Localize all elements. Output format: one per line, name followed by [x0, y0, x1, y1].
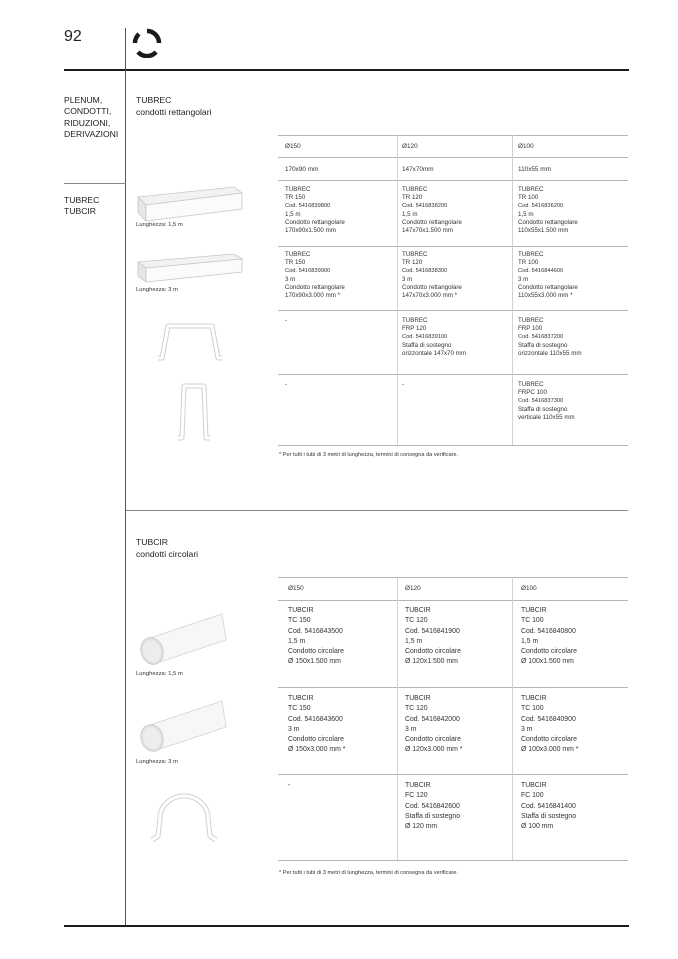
cell-code: Cod. 5416842600: [405, 802, 460, 810]
tubcir-table-rule: [278, 687, 628, 688]
rectangular-duct-3m-image: [134, 250, 246, 286]
tubrec-cell: [518, 317, 582, 358]
tubrec-length-label-2: Lunghezza: 3 m: [136, 287, 178, 293]
tubrec-footnote: * Per tutti i tubi di 3 metri di lunghezza, termini di consegna da verificare.: [279, 452, 459, 458]
cell-line: Condotto rettangolare: [285, 283, 345, 291]
tubrec-cell: [285, 317, 287, 325]
cell-line: TUBREC: [518, 186, 544, 193]
tubcir-column-rule: [512, 577, 513, 860]
cell-line: Condotto circolare: [405, 648, 461, 656]
cell-line: Ø 100x3.000 mm *: [521, 746, 579, 754]
cell-line: TUBCIR: [521, 607, 547, 614]
cell-code: Cod. 5416843600: [288, 715, 343, 723]
column-divider: [125, 28, 126, 925]
cell-code: Cod. 5416837300: [518, 398, 564, 405]
cell-code: Cod. 5416838300: [402, 268, 448, 275]
cell-code: Cod. 5416839800: [285, 203, 331, 210]
tubcir-cell: [288, 781, 290, 791]
cell-line: Staffa di sostegno: [518, 341, 568, 349]
cell-code: Cod. 5416842000: [405, 715, 460, 723]
cell-line: Condotto circolare: [521, 736, 577, 744]
tubcir-header-d120: Ø120: [405, 585, 421, 592]
circular-bracket-image: [146, 788, 222, 848]
cell-line: 147x70x1.500 mm: [402, 227, 453, 235]
tubrec-subtitle: condotti rettangolari: [136, 106, 212, 117]
cell-line: TUBCIR: [288, 607, 314, 614]
cell-code: Cod. 5416840900: [521, 715, 576, 723]
cell-line: 170x90x3.000 mm *: [285, 292, 341, 300]
tubrec-size-d150: 170x90 mm: [285, 166, 319, 173]
cell-line: TR 120: [402, 259, 423, 267]
brand-logo-icon: [132, 28, 162, 58]
cell-line: TUBREC: [285, 186, 311, 193]
tubcir-title: TUBCIR: [136, 537, 168, 547]
cell-line: TC 100: [521, 705, 544, 713]
tubrec-size-d100: 110x55 mm: [518, 166, 551, 173]
cell-line: FRP 100: [518, 325, 543, 333]
tubrec-cell: [518, 186, 578, 235]
tubcir-table-rule: [278, 774, 628, 775]
cell-line: TUBCIR: [521, 782, 547, 789]
cell-line: Condotto rettangolare: [285, 218, 345, 226]
cell-line: TR 120: [402, 194, 423, 202]
cell-line: TUBCIR: [405, 607, 431, 614]
cell-line: FC 120: [405, 792, 428, 800]
cell-line: verticale 110x55 mm: [518, 413, 575, 421]
cell-line: 1,5 m: [405, 637, 423, 645]
section-divider: [126, 510, 628, 511]
cell-code: Cod. 5416841900: [405, 627, 460, 635]
cell-line: 3 m: [405, 725, 417, 733]
tubcir-subtitle: condotti circolari: [136, 548, 199, 559]
cell-line: TC 120: [405, 617, 428, 625]
cell-line: TR 100: [518, 194, 539, 202]
cell-line: 1,5 m: [285, 210, 301, 218]
cell-line: FRPC 100: [518, 389, 547, 397]
tubrec-header-d100: Ø100: [518, 143, 534, 150]
tubcir-section-title: [136, 537, 198, 560]
tubrec-cell: [402, 381, 404, 389]
tubrec-cell: [402, 186, 462, 235]
tubrec-table-rule: [278, 246, 628, 247]
cell-line: TUBREC: [518, 381, 544, 388]
cell-line: TC 120: [405, 705, 428, 713]
tubrec-table-rule: [278, 157, 628, 158]
tubrec-cell: [285, 381, 287, 389]
tubrec-cell: [285, 186, 345, 235]
cell-line: 1,5 m: [521, 637, 539, 645]
tubcir-column-rule: [397, 577, 398, 860]
horizontal-bracket-image: [150, 318, 230, 364]
tubrec-cell: [402, 251, 462, 300]
footer-rule: [64, 925, 629, 927]
tubcir-cell: [405, 606, 461, 668]
cell-line: Ø 100x1.500 mm: [521, 658, 574, 666]
cell-line: Condotto circolare: [521, 648, 577, 656]
tubcir-length-label-2: Lunghezza: 3 m: [136, 759, 178, 765]
cell-line: Ø 150x1.500 mm: [288, 658, 341, 666]
sidebar-product-tubcir: TUBCIR: [64, 206, 96, 217]
tubcir-header-d100: Ø100: [521, 585, 537, 592]
cell-line: Staffa di sostegno: [405, 812, 461, 820]
cell-line: orizzontale 147x70 mm: [402, 349, 466, 357]
cell-line: Condotto rettangolare: [518, 218, 578, 226]
cell-line: -: [285, 381, 288, 388]
tubcir-cell: [288, 606, 344, 668]
tubcir-length-label-1: Lunghezza: 1,5 m: [136, 671, 183, 677]
sidebar-category-line: CONDOTTI,: [64, 106, 112, 117]
cell-code: Cod. 5416839100: [402, 334, 448, 341]
cell-line: TR 150: [285, 259, 306, 267]
sidebar-category-line: PLENUM,: [64, 95, 103, 105]
sidebar-divider: [64, 183, 126, 184]
cell-line: Ø 120x1.500 mm: [405, 658, 458, 666]
tubcir-cell: [405, 781, 460, 832]
tubrec-title: TUBREC: [136, 95, 172, 105]
cell-line: Ø 120x3.000 mm *: [405, 746, 463, 754]
cell-line: 1,5 m: [518, 210, 534, 218]
tubrec-cell: [518, 381, 575, 422]
cell-line: 1,5 m: [402, 210, 418, 218]
cell-line: 3 m: [521, 725, 533, 733]
cell-line: FC 100: [521, 792, 544, 800]
rectangular-duct-1-5m-image: [134, 183, 246, 225]
cell-line: Condotto rettangolare: [402, 283, 462, 291]
cell-code: Cod. 5416840800: [521, 627, 576, 635]
cell-code: Cod. 5416837200: [518, 334, 564, 341]
cell-line: Condotto rettangolare: [402, 218, 462, 226]
tubrec-section-title: [136, 95, 211, 118]
cell-code: Cod. 5416844600: [518, 268, 564, 275]
cell-line: TUBREC: [402, 251, 428, 258]
cell-line: TC 150: [288, 705, 311, 713]
tubrec-column-rule: [512, 135, 513, 445]
cell-line: 147x70x3.000 mm *: [402, 292, 458, 300]
cell-line: Staffa di sostegno: [402, 341, 452, 349]
cell-line: TUBREC: [518, 317, 544, 324]
tubcir-cell: [405, 694, 462, 756]
cell-line: -: [402, 381, 405, 388]
cell-line: TUBCIR: [521, 695, 547, 702]
header-rule: [64, 69, 629, 71]
vertical-bracket-image: [170, 378, 218, 442]
circular-duct-1-5m-image: [134, 610, 230, 670]
tubcir-footnote: * Per tutti i tubi di 3 metri di lunghezza, termini di consegna da verificare.: [279, 870, 459, 876]
tubrec-table-rule: [278, 374, 628, 375]
tubrec-length-label-1: Lunghezza: 1,5 m: [136, 222, 183, 228]
cell-line: 1,5 m: [288, 637, 306, 645]
tubcir-table-rule: [278, 600, 628, 601]
cell-line: 110x55x1.500 mm: [518, 227, 569, 235]
cell-line: 3 m: [402, 275, 413, 283]
sidebar-product-tubrec: TUBREC: [64, 195, 100, 205]
cell-code: Cod. 5416841400: [521, 802, 576, 810]
tubrec-cell: [518, 251, 578, 300]
tubrec-header-d120: Ø120: [402, 143, 418, 150]
cell-line: TC 150: [288, 617, 311, 625]
cell-line: FRP 120: [402, 325, 427, 333]
tubrec-size-d120: 147x70mm: [402, 166, 434, 173]
tubrec-table-rule: [278, 180, 628, 181]
tubcir-table-bottom-rule: [278, 860, 628, 861]
cell-line: TR 150: [285, 194, 306, 202]
cell-line: TUBCIR: [405, 782, 431, 789]
tubcir-cell: [288, 694, 345, 756]
cell-line: Condotto circolare: [288, 648, 344, 656]
cell-line: Staffa di sostegno: [518, 405, 568, 413]
cell-line: 3 m: [518, 275, 529, 283]
page-number: 92: [64, 28, 82, 45]
tubrec-table-top-rule: [278, 135, 628, 136]
cell-line: TUBREC: [285, 251, 311, 258]
tubrec-column-rule: [397, 135, 398, 445]
cell-line: Ø 100 mm: [521, 823, 554, 831]
cell-line: 3 m: [285, 275, 296, 283]
tubcir-header-d150: Ø150: [288, 585, 304, 592]
tubcir-table-top-rule: [278, 577, 628, 578]
tubrec-header-d150: Ø150: [285, 143, 301, 150]
cell-line: 3 m: [288, 725, 300, 733]
cell-line: TUBCIR: [405, 695, 431, 702]
cell-line: Condotto circolare: [288, 736, 344, 744]
cell-code: Cod. 5416836200: [518, 203, 564, 210]
cell-line: TR 100: [518, 259, 539, 267]
cell-line: TUBREC: [518, 251, 544, 258]
cell-line: orizzontale 110x55 mm: [518, 349, 582, 357]
cell-code: Cod. 5416838200: [402, 203, 448, 210]
cell-line: Condotto circolare: [405, 736, 461, 744]
cell-line: TC 100: [521, 617, 544, 625]
cell-line: 170x90x1.500 mm: [285, 227, 336, 235]
cell-line: Ø 120 mm: [405, 823, 438, 831]
tubcir-cell: [521, 694, 578, 756]
tubrec-cell: [285, 251, 345, 300]
cell-code: Cod. 5416843500: [288, 627, 343, 635]
cell-line: Condotto rettangolare: [518, 283, 578, 291]
tubrec-table-bottom-rule: [278, 445, 628, 446]
cell-line: -: [288, 782, 291, 789]
cell-line: 110x55x3.000 mm *: [518, 292, 573, 300]
cell-line: Ø 150x3.000 mm *: [288, 746, 346, 754]
sidebar-category: [64, 95, 118, 141]
sidebar-category-line: RIDUZIONI,: [64, 117, 111, 128]
tubrec-table-rule: [278, 310, 628, 311]
cell-line: TUBCIR: [288, 695, 314, 702]
tubcir-cell: [521, 781, 576, 832]
tubrec-cell: [402, 317, 466, 358]
sidebar-category-line: DERIVAZIONI: [64, 129, 119, 140]
cell-line: Staffa di sostegno: [521, 812, 577, 820]
cell-code: Cod. 5416839900: [285, 268, 331, 275]
cell-line: -: [285, 317, 288, 324]
circular-duct-3m-image: [134, 697, 230, 757]
cell-line: TUBREC: [402, 317, 428, 324]
tubcir-cell: [521, 606, 577, 668]
sidebar-products: [64, 195, 99, 218]
cell-line: TUBREC: [402, 186, 428, 193]
